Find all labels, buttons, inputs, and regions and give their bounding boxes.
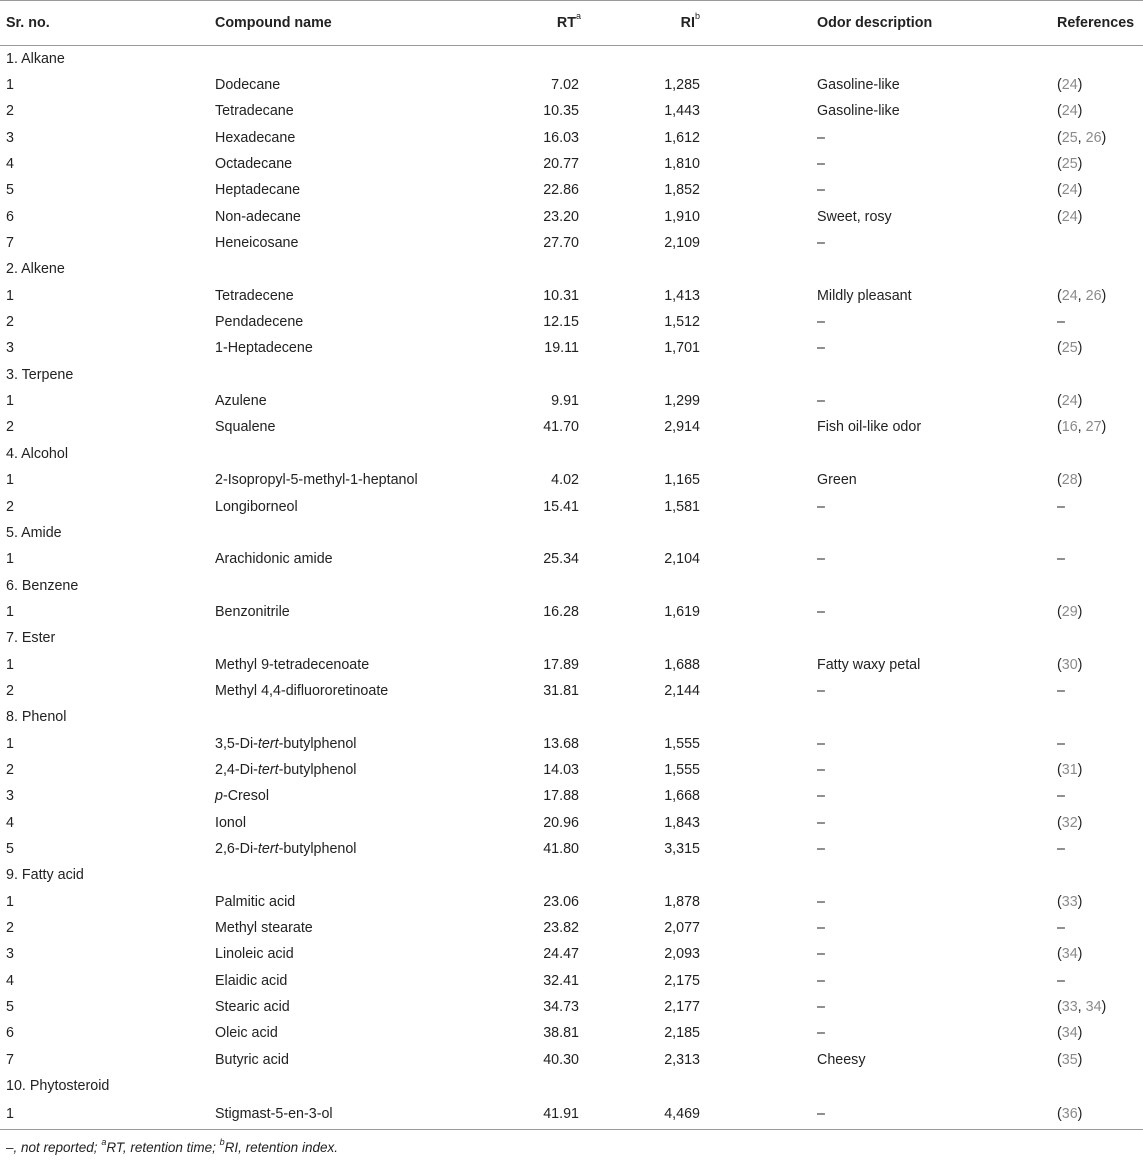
group-label: 10. Phytosteroid [6, 1078, 110, 1095]
cell-references: – [1057, 920, 1065, 937]
cell-references: (28) [1057, 472, 1083, 489]
header-rt [479, 1, 617, 46]
cell-rt: 7.02 [551, 77, 579, 94]
table-row [0, 414, 1143, 440]
header-ri [617, 1, 817, 46]
compound-name-italic: p [215, 788, 223, 805]
cell-sr-no: 1 [0, 1099, 215, 1130]
compound-name-part: -butylphenol [278, 761, 357, 778]
table-row [0, 177, 1143, 203]
cell-ri: 1,668 [664, 788, 700, 805]
cell-rt: 12.15 [543, 314, 579, 331]
cell-references: (24) [1057, 393, 1083, 410]
footnote-ri-sup: b [219, 1136, 225, 1147]
cell-sr-no: 1 [6, 893, 14, 910]
group-row [0, 362, 1143, 388]
compound-name-part: -butylphenol [278, 840, 357, 857]
cell-sr-no: 1 [6, 656, 14, 673]
table-header [0, 1, 1143, 46]
cell-references: (25) [1057, 340, 1083, 357]
cell-rt: 23.20 [543, 208, 579, 225]
cell-ri: 1,852 [664, 182, 700, 199]
cell-ri: 1,878 [664, 893, 700, 910]
cell-references: (24) [1057, 77, 1083, 94]
cell-odor-description: – [817, 156, 825, 173]
reference-link[interactable]: 33 [1061, 999, 1078, 1016]
reference-link[interactable]: 25 [1061, 340, 1078, 357]
table-row [0, 599, 1143, 625]
cell-sr-no: 2 [6, 682, 14, 699]
cell-references: (25, 26) [1057, 129, 1107, 146]
cell-references: (24) [1057, 208, 1083, 225]
cell-references: – [1057, 551, 1065, 568]
compound-name-part: -Cresol [222, 788, 270, 805]
table-row [0, 151, 1143, 177]
cell-rt: 4.02 [551, 472, 579, 489]
cell-references: – [1057, 498, 1065, 515]
table-row [0, 809, 1143, 835]
cell-rt: 22.86 [543, 182, 579, 199]
header-ri-sup: b [694, 11, 700, 22]
header-row [0, 1, 1143, 46]
table-row [0, 757, 1143, 783]
cell-references: – [1057, 735, 1065, 752]
cell-rt: 10.35 [543, 103, 579, 120]
cell-odor-description: – [817, 788, 825, 805]
cell-odor-description: Sweet, rosy [817, 208, 892, 225]
cell-odor-description: – [817, 551, 825, 568]
cell-rt: 10.31 [543, 287, 579, 304]
header-rt-sup: a [575, 11, 581, 22]
cell-references: – [1057, 788, 1065, 805]
cell-compound-name: Tetradecane [215, 103, 294, 120]
cell-odor-description: Fatty waxy petal [817, 656, 921, 673]
cell-odor-description: – [817, 840, 825, 857]
cell-rt: 23.06 [543, 893, 579, 910]
table-row [0, 335, 1143, 361]
cell-compound-name: Tetradecene [215, 287, 294, 304]
cell-compound-name: Benzonitrile [215, 603, 290, 620]
cell-ri: 2,093 [664, 946, 700, 963]
cell-compound-name: Heneicosane [215, 235, 299, 252]
reference-link[interactable]: 24 [1061, 208, 1078, 225]
cell-rt: 41.80 [543, 840, 579, 857]
compound-name-part: 3,5-Di- [215, 735, 258, 752]
reference-link[interactable]: 24 [1061, 393, 1078, 410]
cell-rt: 16.03 [543, 129, 579, 146]
cell-references [1045, 230, 1143, 256]
cell-ri: 2,144 [664, 682, 700, 699]
cell-odor-description: – [817, 946, 825, 963]
group-label: 8. Phenol [6, 709, 67, 726]
cell-compound-name: Octadecane [215, 156, 293, 173]
table-row [0, 230, 1143, 256]
cell-odor-description: – [817, 761, 825, 778]
cell-ri: 1,555 [664, 761, 700, 778]
cell-sr-no: 1 [6, 287, 14, 304]
cell-compound-name: Methyl stearate [215, 920, 313, 937]
cell-sr-no: 1 [6, 77, 14, 94]
cell-sr-no: 3 [6, 129, 14, 146]
cell-compound-name: 1-Heptadecene [215, 340, 313, 357]
table-row [0, 889, 1143, 915]
cell-rt: 16.28 [543, 603, 579, 620]
cell-compound-name: Butyric acid [215, 1051, 289, 1068]
group-label: 4. Alcohol [6, 445, 68, 462]
table-row [0, 730, 1143, 756]
cell-rt: 41.70 [543, 419, 579, 436]
cell-ri: 1,285 [664, 77, 700, 94]
cell-odor-description: – [817, 182, 825, 199]
cell-compound-name: Stearic acid [215, 999, 290, 1016]
cell-ri: 2,104 [664, 551, 700, 568]
cell-compound-name: Longiborneol [215, 498, 298, 515]
cell-references: – [1057, 972, 1065, 989]
cell-rt: 14.03 [543, 761, 579, 778]
cell-rt: 19.11 [544, 340, 579, 357]
cell-sr-no: 4 [6, 814, 14, 831]
group-row [0, 1073, 1143, 1099]
cell-compound-name: 2-Isopropyl-5-methyl-1-heptanol [215, 472, 418, 489]
cell-compound-name: Dodecane [215, 77, 281, 94]
reference-link[interactable]: 35 [1061, 1051, 1078, 1068]
group-row [0, 704, 1143, 730]
cell-odor-description: – [817, 682, 825, 699]
table-row [0, 915, 1143, 941]
cell-odor-description: Green [817, 472, 857, 489]
cell-compound-name: Non-adecane [215, 208, 301, 225]
table-row [0, 651, 1143, 677]
cell-odor-description: – [817, 920, 825, 937]
table-row [0, 994, 1143, 1020]
cell-rt: 15.41 [543, 498, 579, 515]
cell-references: (32) [1057, 814, 1083, 831]
group-row [0, 256, 1143, 282]
cell-compound-name: Stigmast-5-en-3-ol [215, 1099, 479, 1130]
cell-ri: 1,443 [664, 103, 700, 120]
reference-link[interactable]: 28 [1061, 472, 1078, 489]
cell-ri: 1,555 [664, 735, 700, 752]
group-label: 2. Alkene [6, 261, 65, 278]
cell-compound-name: Methyl 4,4-difluororetinoate [215, 682, 389, 699]
cell-references: (29) [1057, 603, 1083, 620]
cell-sr-no: 2 [6, 103, 14, 120]
cell-rt: 41.91 [479, 1099, 617, 1130]
cell-references: – [1057, 840, 1065, 857]
cell-compound-name [215, 836, 479, 862]
group-label: 7. Ester [6, 630, 56, 647]
cell-references: (35) [1057, 1051, 1083, 1068]
table-row [0, 1099, 1143, 1130]
compound-name-part: -butylphenol [278, 735, 357, 752]
cell-odor-description: – [817, 735, 825, 752]
cell-references: (25) [1057, 156, 1083, 173]
table-footnote [0, 1130, 1143, 1155]
cell-compound-name: Ionol [215, 814, 247, 831]
cell-odor-description: – [817, 603, 825, 620]
reference-link[interactable]: 16 [1061, 419, 1078, 436]
cell-odor-description: – [817, 129, 825, 146]
group-row [0, 520, 1143, 546]
cell-compound-name: Pendadecene [215, 314, 304, 331]
cell-sr-no: 2 [6, 419, 14, 436]
cell-odor-description: – [817, 393, 825, 410]
cell-rt: 40.30 [543, 1051, 579, 1068]
cell-compound-name: Hexadecane [215, 129, 296, 146]
table-row [0, 98, 1143, 124]
cell-rt: 34.73 [543, 999, 579, 1016]
group-row [0, 572, 1143, 598]
cell-odor-description: – [817, 999, 825, 1016]
group-row [0, 441, 1143, 467]
table-row [0, 493, 1143, 519]
cell-ri: 2,914 [664, 419, 700, 436]
cell-ri: 2,177 [664, 999, 700, 1016]
table-row [0, 467, 1143, 493]
cell-sr-no: 2 [6, 920, 14, 937]
reference-link[interactable]: 33 [1061, 893, 1078, 910]
cell-rt: 20.96 [543, 814, 579, 831]
cell-odor-description: – [817, 893, 825, 910]
cell-odor-description: Gasoline-like [817, 103, 900, 120]
cell-ri: 2,175 [664, 972, 700, 989]
cell-rt: 31.81 [543, 682, 579, 699]
cell-sr-no: 7 [6, 1051, 14, 1068]
cell-rt: 17.89 [543, 656, 579, 673]
header-sr-no: Sr. no. [0, 1, 215, 46]
cell-sr-no: 3 [6, 788, 14, 805]
cell-ri: 2,313 [664, 1051, 700, 1068]
cell-rt: 25.34 [543, 551, 579, 568]
header-odor-description: Odor description [817, 1, 1045, 46]
group-row [0, 862, 1143, 888]
reference-link[interactable]: 29 [1061, 603, 1078, 620]
compound-name-part: 2,4-Di- [215, 761, 258, 778]
table-row [0, 678, 1143, 704]
cell-sr-no: 1 [6, 551, 14, 568]
cell-rt: 13.68 [543, 735, 579, 752]
cell-references: (31) [1057, 761, 1083, 778]
cell-references: (34) [1057, 946, 1083, 963]
reference-link[interactable]: 26 [1085, 287, 1102, 304]
cell-sr-no: 6 [6, 1025, 14, 1042]
reference-link[interactable]: 24 [1061, 182, 1078, 199]
group-label: 5. Amide [6, 524, 62, 541]
cell-references: (33) [1057, 893, 1083, 910]
cell-sr-no: 5 [6, 182, 14, 199]
cell-sr-no: 2 [6, 761, 14, 778]
cell-references: (34) [1057, 1025, 1083, 1042]
reference-link[interactable]: 30 [1061, 656, 1078, 673]
cell-rt: 9.91 [551, 393, 579, 410]
cell-ri: 1,612 [664, 129, 700, 146]
cell-ri: 1,843 [664, 814, 700, 831]
reference-link[interactable]: 34 [1085, 999, 1102, 1016]
reference-link[interactable]: 27 [1085, 419, 1102, 436]
cell-sr-no: 6 [6, 208, 14, 225]
cell-references: (30) [1057, 656, 1083, 673]
cell-odor-description: – [817, 814, 825, 831]
group-label: 9. Fatty acid [6, 867, 84, 884]
cell-ri: 1,165 [664, 472, 700, 489]
cell-compound-name: Elaidic acid [215, 972, 288, 989]
cell-ri: 2,185 [664, 1025, 700, 1042]
cell-odor-description: – [817, 972, 825, 989]
table-row [0, 204, 1143, 230]
cell-odor-description: – [817, 340, 825, 357]
cell-odor-description: Cheesy [817, 1051, 866, 1068]
cell-references: (24) [1057, 103, 1083, 120]
group-row [0, 46, 1143, 72]
cell-compound-name: Azulene [215, 393, 267, 410]
reference-link[interactable]: 34 [1061, 1025, 1078, 1042]
cell-sr-no: 4 [6, 972, 14, 989]
table-row [0, 783, 1143, 809]
cell-rt: 32.41 [543, 972, 579, 989]
cell-ri: 2,077 [664, 920, 700, 937]
cell-odor-description: Mildly pleasant [817, 287, 912, 304]
cell-compound-name: Palmitic acid [215, 893, 296, 910]
reference-link[interactable]: 24 [1061, 287, 1078, 304]
table-row [0, 968, 1143, 994]
cell-sr-no: 1 [6, 603, 14, 620]
cell-rt: 23.82 [543, 920, 579, 937]
footnote-rt-sup: a [101, 1136, 107, 1147]
cell-rt: 24.47 [543, 946, 579, 963]
reference-link[interactable]: 25 [1061, 129, 1078, 146]
cell-sr-no: 5 [6, 840, 14, 857]
cell-odor-description: – [817, 235, 825, 252]
cell-compound-name [215, 730, 479, 756]
group-label: 3. Terpene [6, 366, 74, 383]
cell-ri: 1,413 [664, 287, 700, 304]
reference-link[interactable]: 24 [1061, 103, 1078, 120]
header-ri-label: RI [680, 15, 695, 31]
cell-odor-description: – [817, 1099, 1045, 1130]
cell-compound-name: Linoleic acid [215, 946, 294, 963]
cell-odor-description: Fish oil-like odor [817, 419, 922, 436]
reference-link[interactable]: 24 [1061, 77, 1078, 94]
table-row [0, 283, 1143, 309]
cell-references: (33, 34) [1057, 999, 1107, 1016]
header-compound-name: Compound name [215, 1, 479, 46]
compound-name-part: 2,6-Di- [215, 840, 258, 857]
cell-ri: 1,810 [664, 156, 700, 173]
cell-sr-no: 1 [6, 472, 14, 489]
reference-link[interactable]: 31 [1061, 761, 1078, 778]
cell-rt: 20.77 [543, 156, 579, 173]
cell-sr-no: 1 [6, 735, 14, 752]
cell-compound-name: Methyl 9-tetradecenoate [215, 656, 370, 673]
cell-odor-description: – [817, 1025, 825, 1042]
group-label: 1. Alkane [6, 50, 65, 67]
cell-ri: 1,910 [664, 208, 700, 225]
compound-name-italic: tert [257, 761, 279, 778]
cell-compound-name: Heptadecane [215, 182, 301, 199]
table-row [0, 309, 1143, 335]
cell-references: – [1057, 314, 1065, 331]
cell-rt: 38.81 [543, 1025, 579, 1042]
footnote-ri: RI, retention index. [224, 1140, 338, 1156]
table-row [0, 125, 1143, 151]
cell-ri: 1,581 [664, 498, 700, 515]
table-row [0, 388, 1143, 414]
cell-ri: 1,701 [664, 340, 700, 357]
table-row [0, 546, 1143, 572]
cell-ri: 1,299 [664, 393, 700, 410]
header-references: References [1045, 1, 1143, 46]
footnote-not-reported: –, not reported; [6, 1140, 102, 1156]
cell-ri: 1,688 [664, 656, 700, 673]
table-row [0, 836, 1143, 862]
cell-compound-name [215, 783, 479, 809]
cell-rt: 27.70 [543, 235, 579, 252]
cell-sr-no: 1 [6, 393, 14, 410]
cell-references: (36) [1045, 1099, 1143, 1130]
group-label: 6. Benzene [6, 577, 79, 594]
reference-link[interactable]: 36 [1061, 1106, 1078, 1123]
reference-link[interactable]: 26 [1085, 129, 1102, 146]
cell-sr-no: 2 [6, 314, 14, 331]
cell-ri: 1,512 [664, 314, 700, 331]
table-row [0, 72, 1143, 98]
cell-references: (24) [1057, 182, 1083, 199]
header-rt-label: RT [556, 15, 576, 31]
table-row [0, 1047, 1143, 1073]
table-row [0, 1020, 1143, 1046]
cell-rt: 17.88 [543, 788, 579, 805]
cell-compound-name [215, 757, 479, 783]
group-row [0, 625, 1143, 651]
cell-ri: 1,619 [664, 603, 700, 620]
reference-link[interactable]: 32 [1061, 814, 1078, 831]
cell-sr-no: 4 [6, 156, 14, 173]
table-body [0, 46, 1143, 1130]
reference-link[interactable]: 25 [1061, 156, 1078, 173]
cell-odor-description: – [817, 498, 825, 515]
cell-references: (16, 27) [1057, 419, 1107, 436]
cell-compound-name: Arachidonic amide [215, 551, 333, 568]
cell-ri: 2,109 [664, 235, 700, 252]
cell-ri: 4,469 [617, 1099, 817, 1130]
reference-link[interactable]: 34 [1061, 946, 1078, 963]
cell-compound-name: Squalene [215, 419, 276, 436]
cell-odor-description: – [817, 314, 825, 331]
cell-sr-no: 3 [6, 946, 14, 963]
cell-references: – [1057, 682, 1065, 699]
cell-sr-no: 7 [6, 235, 14, 252]
cell-sr-no: 5 [6, 999, 14, 1016]
cell-sr-no: 3 [6, 340, 14, 357]
cell-ri: 3,315 [664, 840, 700, 857]
cell-sr-no: 2 [6, 498, 14, 515]
compound-name-italic: tert [257, 840, 279, 857]
compound-name-italic: tert [257, 735, 279, 752]
cell-compound-name: Oleic acid [215, 1025, 278, 1042]
footnote-rt: RT, retention time; [106, 1140, 220, 1156]
table-row [0, 941, 1143, 967]
cell-references: (24, 26) [1057, 287, 1107, 304]
cell-odor-description: Gasoline-like [817, 77, 900, 94]
